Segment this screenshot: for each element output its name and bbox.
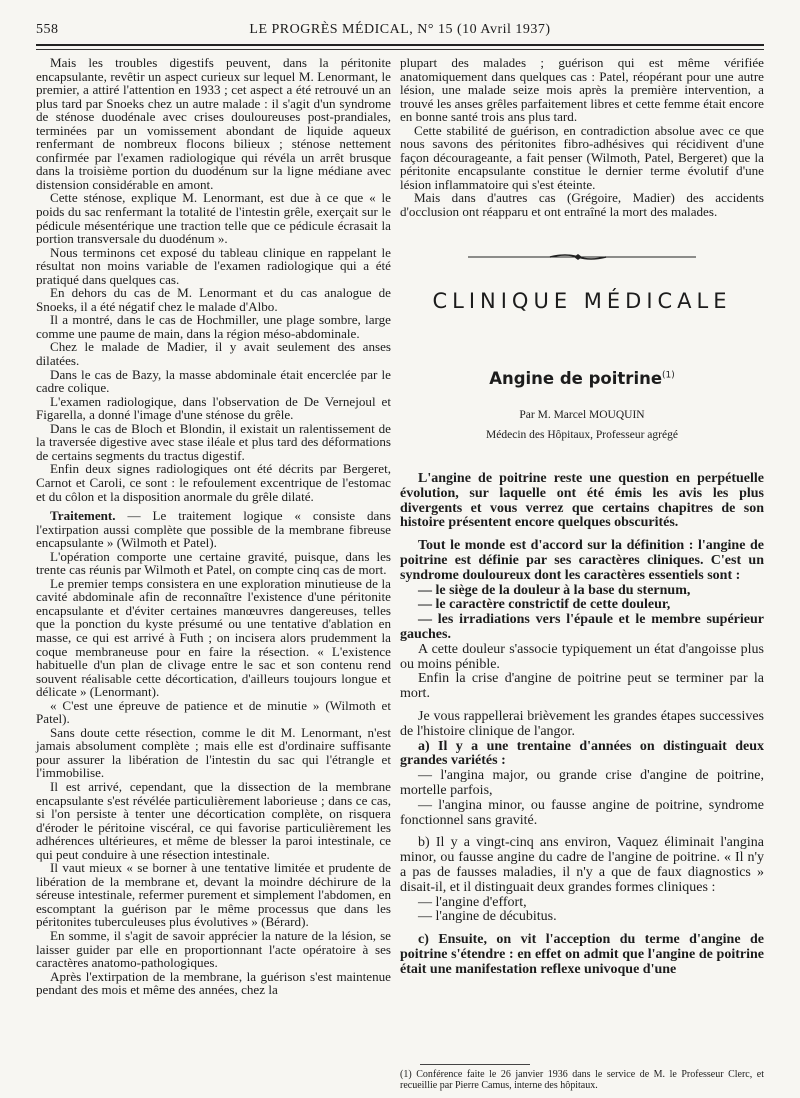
paragraph: plupart des malades ; guérison qui est même vérifiée anatomiquement dans quelques cas : Patel, réopérant pour une autre lésion, une malade seize mois après la première intervention, a trouvé les anses grêles parfaitement libres et cette femme était encore en bonne santé trois ans plus tard. <box>400 55 764 125</box>
article-paragraph: — le caractère constrictif de cette douleur, <box>418 597 671 613</box>
paragraph: Mais dans d'autres cas (Grégoire, Madier) des accidents d'occlusion ont réapparu et ont entraîné la mort des malades. <box>400 190 764 220</box>
article-paragraph: b) Il y a vingt-cinq ans environ, Vaquez éliminait l'angina minor, ou fausse angine du cadre de l'angine de poitrine. « Il n'y a pas de fausses maladies, il n'y a que de faux diagnostics » disait-il, et il distinguait deux grandes formes cliniques : <box>400 835 764 895</box>
author-byline: Par M. Marcel MOUQUIN <box>519 409 645 421</box>
paragraph: Cette sténose, explique M. Lenormant, est due à ce que « le poids du sac renfermant la totalité de l'intestin grêle, exerçait sur le pédicule mésentérique une traction telle que ce pédicule écrasait la portion transversale du duodénum ». <box>36 190 391 247</box>
paragraph: Nous terminons cet exposé du tableau clinique en rappelant le résultat non moins variable de l'examen radiologique qui a été pratiqué dans quelques cas. <box>36 244 391 287</box>
paragraph: Sans doute cette résection, comme le dit M. Lenormant, n'est jamais absolument complète ; mais elle est d'ordinaire suffisante pour assurer la libération de l'intestin du sac qui l'étrangle et l'immobilise. <box>36 724 391 781</box>
right-column-top <box>400 56 764 219</box>
article-paragraph: — l'angina minor, ou fausse angine de poitrine, syndrome fonctionnel sans gravité. <box>400 797 764 828</box>
treatment-paragraph <box>36 509 391 550</box>
footnote-rule <box>420 1064 530 1065</box>
ornament-divider <box>400 252 764 262</box>
article-title-text: Angine de poitrine <box>489 369 663 388</box>
article-paragraph: A cette douleur s'associe typiquement un état d'angoisse plus ou moins pénible. <box>400 641 764 672</box>
footnote: (1) Conférence faite le 26 janvier 1936 dans le service de M. le Professeur Clerc, et recueillie par Pierre Camus, interne des hôpitaux. <box>400 1069 764 1091</box>
article-paragraph: — les irradiations vers l'épaule et le membre supérieur gauches. <box>400 612 764 642</box>
running-title: LE PROGRÈS MÉDICAL, N° 15 (10 Avril 1937) <box>249 22 551 37</box>
paragraph: En somme, il s'agit de savoir apprécier la nature de la lésion, se laisser guider par elle en proportionnant l'acte opératoire à ses caractères anatomo-pathologiques. <box>36 928 391 971</box>
left-column <box>36 56 391 997</box>
paragraph: Chez le malade de Madier, il y avait seulement des anses dilatées. <box>36 339 391 369</box>
article-paragraph: — l'angina major, ou grande crise d'angine de poitrine, mortelle parfois, <box>400 768 764 798</box>
paragraph: Enfin deux signes radiologiques ont été décrits par Bergeret, Carnot et Caroli, ce sont : le refoulement excentrique de l'estomac et du côlon et la disposition anormale du grêle dilaté. <box>36 461 391 504</box>
section-title: CLINIQUE MÉDICALE <box>432 289 732 313</box>
treatment-text: — Le traitement logique « consiste dans l'extirpation aussi complète que possible de la membrane fibreuse encapsulante » (Wilmoth et Patel). <box>36 508 391 551</box>
footnote-mark: (1) <box>662 370 675 381</box>
paragraph: Dans le cas de Bloch et Blondin, il existait un ralentissement de la traversée digestive avec stase iléale et plus tard des déformations de certains segments du tractus digestif. <box>36 420 391 463</box>
article-paragraph: Enfin la crise d'angine de poitrine peut se terminer par la mort. <box>400 671 764 702</box>
paragraph: L'opération comporte une certaine gravité, puisque, dans les trente cas réunis par Wilmoth et Patel, on compte cinq cas de mort. <box>36 548 391 578</box>
article-title <box>400 369 764 388</box>
article-paragraph: — le siège de la douleur à la base du sternum, <box>418 582 691 598</box>
header-rule-thick <box>36 44 764 46</box>
running-header <box>36 16 764 42</box>
header-rule-thin <box>36 49 764 50</box>
paragraph: Il vaut mieux « se borner à une tentative limitée et prudente de libération de la membrane et, devant la moindre déchirure de la séreuse intestinale, refermer purement et simplement l'abdomen, en escomptant la guérison par le même processus que dans les péritonites tuberculeuses plus évolutives » (Bérard). <box>36 860 391 930</box>
paragraph: Il a montré, dans le cas de Hochmiller, une plage sombre, large comme une paume de main, dans la région méso-abdominale. <box>36 312 391 341</box>
article-paragraph: Je vous rappellerai brièvement les grandes étapes successives de l'histoire clinique de l'angor. <box>400 708 764 739</box>
paragraph: Après l'extirpation de la membrane, la guérison s'est maintenue pendant des mois et même des années, chez la <box>36 968 391 998</box>
paragraph: Il est arrivé, cependant, que la dissection de la membrane encapsulante s'est révélée particulièrement laborieuse ; dans ce cas, si l'on persiste à tenter une décortication complète, on risquera d'éroder le péritoine viscéral, ce qui favorise particulièrement les adhérences ultérieures, et même de blesser la paroi intestinale, ce qui peut conduire à une résection intestinale. <box>36 778 391 862</box>
article-paragraph: a) Il y a une trentaine d'années on distinguait deux grandes variétés : <box>400 738 764 769</box>
page-number: 558 <box>36 22 59 37</box>
paragraph: « C'est une épreuve de patience et de minutie » (Wilmoth et Patel). <box>36 697 391 727</box>
article-body <box>400 472 764 978</box>
treatment-heading: Traitement. <box>50 508 116 524</box>
paragraph: En dehors du cas de M. Lenormant et du cas analogue de Snoeks, il a été négatif chez le malade d'Albo. <box>36 285 391 314</box>
paragraph: Le premier temps consistera en une exploration minutieuse de la cavité abdominale afin de reconnaître l'existence d'une péritonite encapsulante et d'éviter certaines manœuvres dangereuses, telles que la ponction du kyste présumé ou une tentative d'ablation en masse, ce qui est arrivé à Futh ; on incisera alors prudemment la coque membraneuse pour en faire la résection. « L'existence habituelle d'un plan de clivage entre le sac et son contenu rend souvent réalisable cette décortication, d'ailleurs toujours longue et délicate » (Lenormant). <box>36 575 391 700</box>
article-paragraph: L'angine de poitrine reste une question en perpétuelle évolution, sur laquelle ont été émis les avis les plus divergents et vous verrez que certains chapitres de son histoire présentent encore quelques obscurités. <box>400 471 764 531</box>
article-paragraph: — l'angine de décubitus. <box>418 909 557 925</box>
author-affiliation: Médecin des Hôpitaux, Professeur agrégé <box>486 429 678 441</box>
article-paragraph: c) Ensuite, on vit l'acception du terme d'angine de poitrine s'étendre : en effet on admit que l'angine de poitrine était une manifestation reflexe univoque d'une <box>400 932 764 977</box>
article-paragraph: Tout le monde est d'accord sur la définition : l'angine de poitrine est définie par ses caractères cliniques. C'est un syndrome douloureux dont les caractères essentiels sont : <box>400 538 764 583</box>
article-paragraph: — l'angine d'effort, <box>418 894 527 910</box>
paragraph: Cette stabilité de guérison, en contradiction absolue avec ce que nous savons des péritonites fibro-adhésives qui récidivent d'une façon décourageante, a fait penser (Wilmoth, Patel, Bergeret) que la péritonite encapsulante constitue le dernier terme évolutif d'une lésion inflammatoire qui s'est éteinte. <box>400 122 764 192</box>
paragraph: Mais les troubles digestifs peuvent, dans la péritonite encapsulante, revêtir un aspect curieux sur lequel M. Lenormant, le premier, a attiré l'attention en 1933 ; cet aspect a été retrouvé un an plus tard par Snoeks chez un autre malade : il s'agit d'un syndrome de sténose duodénale avec crises douloureuses post-prandiales, terminées par un vomissement abondant de liquide aqueux renfermant de nombreux flocons bilieux ; sténose nettement confirmée par l'examen radiologique qui révéla un arrêt brusque dans la troisième portion du duodénum sur la ligne médiane avec distension considérable en amont. <box>36 55 391 192</box>
paragraph: L'examen radiologique, dans l'observation de De Vernejoul et Figarella, a donné l'image d'une sténose du grêle. <box>36 393 391 423</box>
paragraph: Dans le cas de Bazy, la masse abdominale était encerclée par le cadre colique. <box>36 366 391 396</box>
